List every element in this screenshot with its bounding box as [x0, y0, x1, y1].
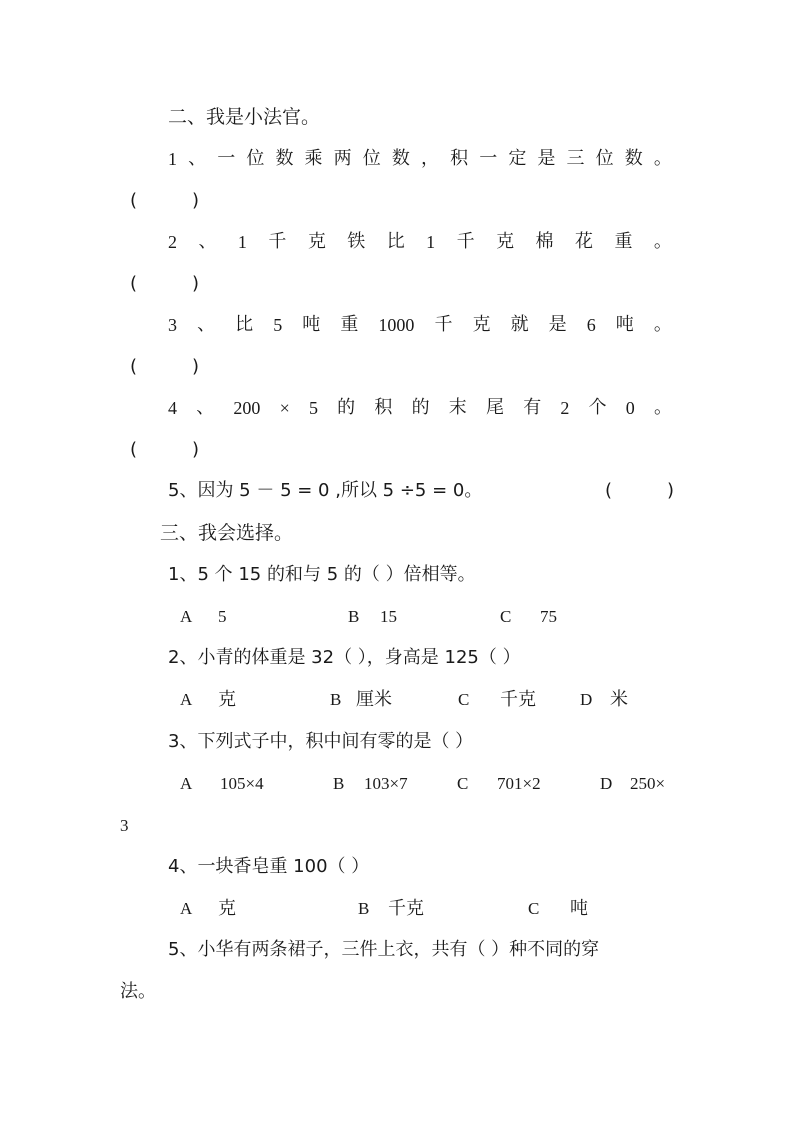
choice-question-1: 1、5 个 15 的和与 5 的（ ）倍相等。 [168, 564, 476, 585]
option-letter: C [458, 690, 470, 709]
token: 。 [653, 148, 672, 169]
token: 就 [510, 314, 529, 335]
option-value: 千克 [388, 898, 424, 919]
option-value: 米 [610, 689, 628, 710]
choice-question-3: 3、下列式子中，积中间有零的是（ ） [168, 731, 474, 752]
item-number: 1 [168, 149, 177, 169]
paren-close: ) [192, 439, 200, 460]
option-4b-value [388, 897, 424, 921]
token: 5 [308, 398, 318, 418]
token: 千 [456, 231, 475, 252]
choice-question-5: 5、小华有两条裙子，三件上衣，共有（ ）种不同的穿 [168, 939, 600, 960]
token: 比 [235, 314, 254, 335]
choice-question-4: 4、一块香皂重 100（ ） [168, 856, 370, 877]
option-3c[interactable] [457, 772, 468, 796]
token: 1 [426, 232, 436, 252]
option-2c[interactable] [458, 688, 469, 712]
token: 重 [340, 314, 359, 335]
option-value: 103×7 [364, 774, 408, 793]
option-letter: C [528, 899, 540, 918]
option-value: 105×4 [220, 774, 264, 793]
token: 尾 [485, 397, 504, 418]
option-1b-value [380, 605, 397, 629]
token: 5 [273, 315, 283, 335]
token: 、 [197, 314, 216, 335]
option-2c-value [500, 688, 536, 712]
judge-item-2 [168, 230, 672, 254]
section-heading-judge: 二、我是小法官。 [168, 106, 321, 128]
paren-close: ) [192, 190, 200, 211]
token: 是 [548, 314, 567, 335]
paren-open: ( [130, 190, 138, 211]
token: 位 [362, 148, 381, 169]
paren-close: ) [667, 480, 675, 501]
option-2a-value [218, 688, 236, 712]
option-4c-value [570, 897, 588, 921]
token: 一 [217, 148, 236, 169]
option-value: 5 [218, 607, 227, 626]
option-value: 15 [380, 607, 397, 626]
option-2b[interactable] [330, 688, 341, 712]
token: 0 [625, 398, 635, 418]
option-value: 75 [540, 607, 557, 626]
paren-open: ( [130, 439, 138, 460]
token: 、 [198, 231, 217, 252]
token: 花 [574, 231, 593, 252]
option-letter: A [180, 607, 193, 626]
token: 克 [472, 314, 491, 335]
judge-item-5: 5、因为 5 － 5 = 0 ,所以 5 ÷5 = 0。 [168, 480, 483, 501]
option-4a-value [218, 897, 236, 921]
token: 、 [188, 148, 207, 169]
option-1a[interactable] [180, 605, 192, 629]
token: 个 [588, 397, 607, 418]
token: 一 [479, 148, 498, 169]
token: 的 [337, 397, 356, 418]
option-letter: A [180, 690, 193, 709]
token: 6 [586, 315, 596, 335]
token: 千 [434, 314, 453, 335]
option-3a[interactable] [180, 772, 192, 796]
token: 吨 [302, 314, 321, 335]
token: 。 [654, 397, 672, 418]
option-value: 克 [218, 898, 236, 919]
token: 。 [653, 231, 672, 252]
token: 克 [496, 231, 515, 252]
option-1c[interactable] [500, 605, 511, 629]
option-1a-value [218, 605, 227, 629]
option-3d-value [630, 772, 665, 796]
option-3c-value [497, 772, 541, 796]
judge-item-4 [168, 396, 672, 420]
token: 克 [307, 231, 326, 252]
token: 200 [233, 398, 261, 418]
option-letter: B [330, 690, 342, 709]
item-number: 3 [168, 315, 177, 335]
item-number: 2 [168, 232, 177, 252]
paren-open: ( [130, 273, 138, 294]
token: 铁 [347, 231, 366, 252]
option-value: 克 [218, 689, 236, 710]
token: 1000 [378, 315, 415, 335]
option-letter: B [333, 774, 345, 793]
judge-item-1 [168, 147, 672, 171]
option-value: 701×2 [497, 774, 541, 793]
option-3b[interactable] [333, 772, 344, 796]
token: 定 [508, 148, 527, 169]
option-3d-overflow [120, 814, 129, 838]
token: 2 [560, 398, 570, 418]
token: 数 [624, 148, 643, 169]
option-letter: D [600, 774, 613, 793]
token: 有 [523, 397, 542, 418]
token: 位 [595, 148, 614, 169]
section-heading-choose: 三、我会选择。 [160, 522, 294, 544]
token: × [279, 398, 290, 418]
judge-item-3 [168, 313, 672, 337]
token: 1 [237, 232, 247, 252]
choice-question-5-overflow: 法。 [120, 981, 156, 1002]
token: 、 [196, 397, 215, 418]
token: 数 [275, 148, 294, 169]
option-letter: D [580, 690, 593, 709]
option-4b[interactable] [358, 897, 369, 921]
option-letter: C [500, 607, 512, 626]
token: 积 [374, 397, 393, 418]
option-value: 厘米 [356, 689, 392, 710]
option-1c-value [540, 605, 557, 629]
option-4a[interactable] [180, 897, 192, 921]
token: 千 [268, 231, 287, 252]
option-letter: B [358, 899, 370, 918]
paren-close: ) [192, 273, 200, 294]
item-number: 4 [168, 398, 177, 418]
option-letter: B [348, 607, 360, 626]
token: 的 [411, 397, 430, 418]
option-value: 千克 [500, 689, 536, 710]
token: 是 [537, 148, 556, 169]
option-value: 250× [630, 774, 666, 793]
paren-open: ( [130, 356, 138, 377]
token: 比 [386, 231, 405, 252]
token: ， [420, 148, 439, 169]
token: 吨 [615, 314, 634, 335]
option-value: 吨 [570, 898, 588, 919]
token: 数 [391, 148, 410, 169]
option-3b-value [364, 772, 408, 796]
option-2b-value [356, 688, 392, 712]
option-letter: A [180, 899, 193, 918]
paren-close: ) [192, 356, 200, 377]
choice-question-2: 2、小青的体重是 32（ ），身高是 125（ ） [168, 647, 521, 668]
token: 积 [450, 148, 469, 169]
wrapped-text: 3 [120, 816, 129, 835]
token: 重 [614, 231, 633, 252]
option-letter: C [457, 774, 469, 793]
token: 三 [566, 148, 585, 169]
option-letter: A [180, 774, 193, 793]
token: 棉 [535, 231, 554, 252]
token: 位 [246, 148, 265, 169]
option-3a-value [220, 772, 264, 796]
token: 末 [448, 397, 467, 418]
paren-open: ( [605, 480, 613, 501]
option-1b[interactable] [348, 605, 359, 629]
option-3d[interactable] [600, 772, 612, 796]
option-2d[interactable] [580, 688, 592, 712]
token: 。 [653, 314, 672, 335]
option-4c[interactable] [528, 897, 539, 921]
token: 两 [333, 148, 352, 169]
token: 乘 [304, 148, 323, 169]
option-2a[interactable] [180, 688, 192, 712]
option-2d-value [610, 688, 628, 712]
